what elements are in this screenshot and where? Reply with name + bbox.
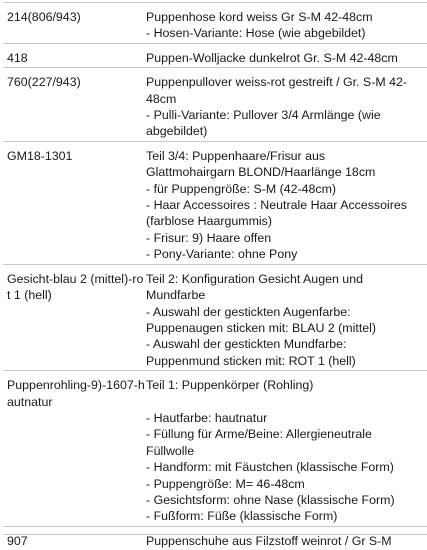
description-line: Puppenhose kord weiss Gr S-M 42-48cm <box>146 10 373 24</box>
description-line: Puppenpullover weiss-rot gestreift / Gr. S-M 42-48cm <box>146 75 407 106</box>
table-row <box>7 264 423 370</box>
description-line: - Hosen-Variante: Hose (wie abgebildet) <box>146 26 366 41</box>
description-line: - Pony-Variante: ohne Pony <box>146 247 298 262</box>
description-line: - Puppengröße: M= 46-48cm <box>146 476 305 491</box>
item-description <box>146 533 423 549</box>
description-line: - für Puppengröße: S-M (42-48cm) <box>146 181 337 196</box>
item-code: 418 <box>7 50 28 65</box>
description-line: - Auswahl der gestickten Augenfarbe: Puppenaugen sticken mit: BLAU 2 (mittel) <box>146 304 377 335</box>
table-row <box>7 370 423 526</box>
description-line: Puppen-Wolljacke dunkelrot Gr. S-M 42-48cm <box>146 50 398 65</box>
description-line: Teil 2: Konfiguration Gesicht Augen und Mundfarbe <box>146 271 363 303</box>
table-row <box>7 141 423 264</box>
item-code: 907 <box>7 533 28 548</box>
item-code: 214(806/943) <box>7 10 81 24</box>
item-code: Gesicht-blau 2 (mittel)-rot 1 (hell) <box>7 271 144 303</box>
description-line: - Gesichtsform: ohne Nase (klassische Form) <box>146 492 395 507</box>
description-line: - Fußform: Füße (klassische Form) <box>146 509 338 524</box>
table-row <box>7 67 423 141</box>
description-line: - Handform: mit Fäustchen (klassische Form) <box>146 460 394 475</box>
item-code: GM18-1301 <box>7 148 73 163</box>
description-line: - Pulli-Variante: Pullover 3/4 Armlänge (wie abgebildet) <box>146 108 381 139</box>
table-row <box>7 43 423 67</box>
description-line: - Füllung für Arme/Beine: Allergieneutrale Füllwolle <box>146 427 372 458</box>
item-code: 760(227/943) <box>7 75 81 90</box>
description-line: Puppenschuhe aus Filzstoff weinrot / Gr S-M <box>146 533 392 548</box>
description-line: Teil 3/4: Puppenhaare/Frisur aus Glattmohairgarn BLOND/Haarlänge 18cm <box>146 148 376 180</box>
description-line: - Frisur: 9) Haare offen <box>146 230 272 245</box>
table-row <box>7 526 423 550</box>
description-line: Teil 1: Puppenkörper (Rohling) <box>146 378 314 393</box>
item-description <box>146 50 423 66</box>
description-line: - Auswahl der gestickten Mundfarbe: Puppenmund sticken mit: ROT 1 (hell) <box>146 337 356 368</box>
item-code: Puppenrohling-9)-1607-hautnatur <box>7 378 145 409</box>
item-description <box>146 377 423 525</box>
description-line: - Hautfarbe: hautnatur <box>146 410 268 425</box>
description-line <box>146 394 415 410</box>
item-description <box>146 271 423 369</box>
item-description <box>146 74 423 140</box>
table-row <box>7 2 423 43</box>
item-description <box>146 148 423 263</box>
order-items-table <box>7 2 423 550</box>
description-line: - Haar Accessoires : Neutrale Haar Accessoires (farblose Haargummis) <box>146 198 407 229</box>
item-description <box>146 9 423 42</box>
